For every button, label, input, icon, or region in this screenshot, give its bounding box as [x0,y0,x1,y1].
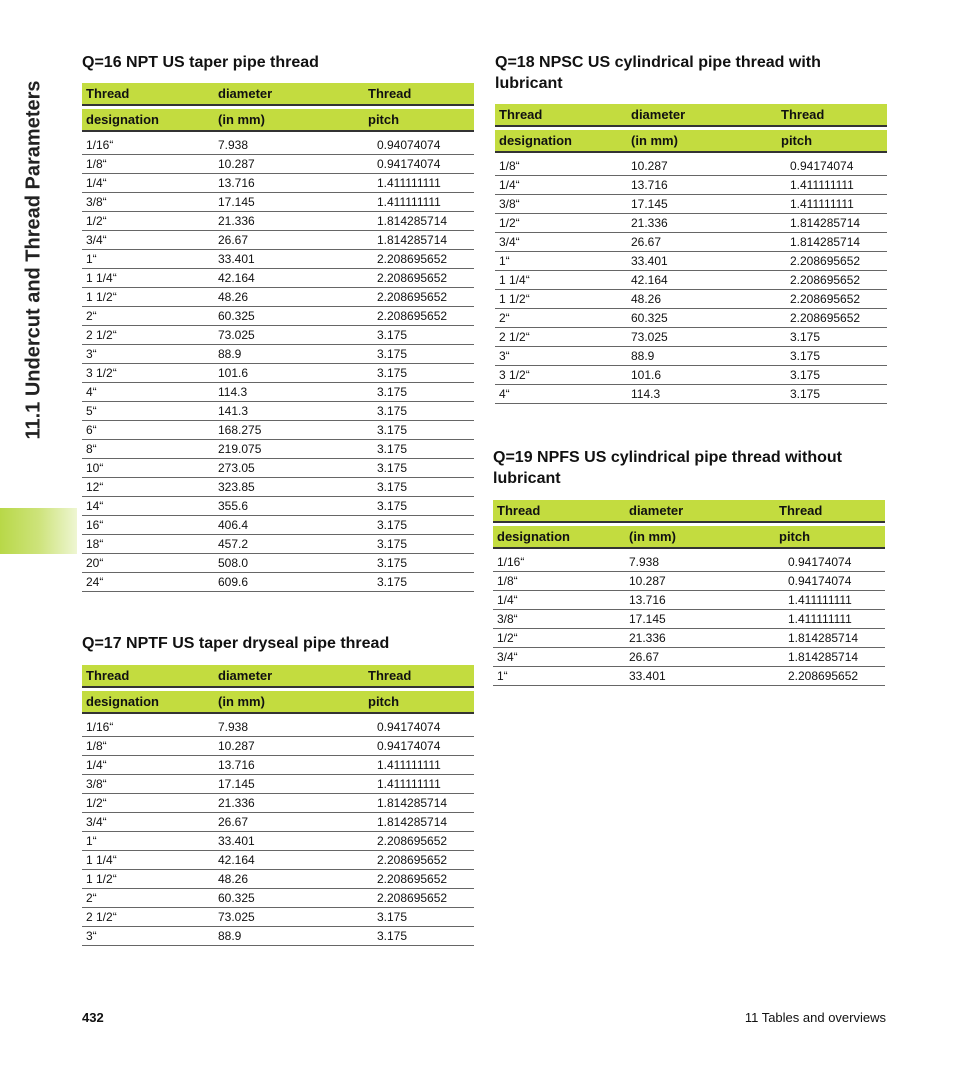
diameter-cell: 88.9 [218,929,242,943]
table-row [493,629,885,648]
thread-designation-cell: 1/4“ [86,176,107,190]
thread-designation-cell: 1/8“ [86,739,107,753]
pitch-cell: 3.175 [377,347,408,361]
diameter-cell: 10.287 [631,159,668,173]
pitch-cell: 3.175 [790,368,821,382]
pitch-cell: 0.94174074 [377,720,441,734]
diameter-cell: 13.716 [218,176,255,190]
thread-designation-cell: 1 1/4“ [86,271,117,285]
thread-designation-cell: 1/4“ [86,758,107,772]
table-section-q19 [493,447,885,686]
table-row [493,572,885,591]
thread-designation-cell: 20“ [86,556,104,570]
pitch-cell: 2.208695652 [377,853,448,867]
diameter-cell: 33.401 [631,254,668,268]
table-header-row [82,83,474,106]
pitch-cell: 2.208695652 [377,872,448,886]
diameter-cell: 114.3 [631,387,661,401]
diameter-cell: 406.4 [218,518,249,532]
thread-designation-cell: 1/4“ [499,178,520,192]
diameter-cell: 17.145 [218,195,255,209]
diameter-cell: 17.145 [631,197,668,211]
section-title: Q=17 NPTF US taper dryseal pipe thread [82,635,390,652]
thread-designation-cell: 18“ [86,537,104,551]
table-row [82,288,474,307]
table-row [493,610,885,629]
diameter-cell: 355.6 [218,499,249,513]
pitch-cell: 1.411111111 [377,777,441,791]
table-row [495,214,887,233]
table-row [82,554,474,573]
diameter-cell: 114.3 [218,385,248,399]
column-header: designation [86,694,159,709]
thread-designation-cell: 3“ [86,929,97,943]
table-row [82,851,474,870]
pitch-cell: 2.208695652 [377,834,448,848]
pitch-cell: 1.814285714 [788,650,859,664]
column-header: pitch [368,112,400,127]
table-row [495,233,887,252]
thread-designation-cell: 8“ [86,442,97,456]
pitch-cell: 3.175 [377,385,408,399]
thread-designation-cell: 6“ [86,423,97,437]
pitch-cell: 3.175 [377,499,408,513]
pitch-cell: 2.208695652 [788,669,859,683]
section-title: Q=18 NPSC US cylindrical pipe thread with lubricant [495,54,821,92]
thread-designation-cell: 2 1/2“ [86,328,117,342]
table-row [82,440,474,459]
table-row [82,307,474,326]
diameter-cell: 101.6 [631,368,662,382]
diameter-cell: 141.3 [218,404,249,418]
column-header: pitch [779,529,811,544]
thread-designation-cell: 3 1/2“ [499,368,530,382]
diameter-cell: 48.26 [218,872,249,886]
table-row [82,794,474,813]
pitch-cell: 1.814285714 [377,233,448,247]
thread-designation-cell: 1/2“ [499,216,520,230]
thread-designation-cell: 4“ [86,385,97,399]
thread-designation-cell: 1 1/2“ [86,872,117,886]
pitch-cell: 1.814285714 [790,235,861,249]
diameter-cell: 73.025 [218,910,255,924]
diameter-cell: 21.336 [629,631,666,645]
table-row [495,176,887,195]
pitch-cell: 1.814285714 [377,815,448,829]
diameter-cell: 48.26 [631,292,662,306]
pitch-cell: 3.175 [377,929,408,943]
table-row [82,832,474,851]
pitch-cell: 3.175 [377,518,408,532]
thread-designation-cell: 3/8“ [86,195,107,209]
table-row [82,775,474,794]
pitch-cell: 2.208695652 [377,271,448,285]
pitch-cell: 2.208695652 [377,309,448,323]
column-header: pitch [781,133,813,148]
table-row [82,250,474,269]
pitch-cell: 1.814285714 [788,631,859,645]
column-header: Thread [779,503,823,518]
pitch-cell: 2.208695652 [790,254,861,268]
table-row [495,271,887,290]
thread-designation-cell: 1 1/2“ [499,292,530,306]
diameter-cell: 73.025 [631,330,668,344]
thread-designation-cell: 3/4“ [499,235,520,249]
pitch-cell: 3.175 [377,480,408,494]
diameter-cell: 457.2 [218,537,249,551]
thread-designation-cell: 1“ [86,252,97,266]
column-header: diameter [218,668,273,683]
pitch-cell: 2.208695652 [790,273,861,287]
table-row [495,252,887,271]
pitch-cell: 1.814285714 [377,796,448,810]
diameter-cell: 17.145 [218,777,255,791]
diameter-cell: 10.287 [218,739,255,753]
table-row [82,813,474,832]
diameter-cell: 10.287 [629,574,666,588]
chapter-tab-marker [0,508,77,554]
thread-designation-cell: 1/2“ [497,631,518,645]
diameter-cell: 60.325 [218,309,255,323]
diameter-cell: 60.325 [631,311,668,325]
thread-designation-cell: 2“ [86,309,97,323]
table-row [82,269,474,288]
diameter-cell: 10.287 [218,157,255,171]
thread-designation-cell: 1/16“ [86,138,114,152]
thread-table [493,500,885,686]
pitch-cell: 0.94174074 [377,739,441,753]
table-row [82,535,474,554]
column-header: (in mm) [629,529,676,544]
table-row [495,309,887,328]
table-row [82,345,474,364]
column-header: Thread [86,668,130,683]
diameter-cell: 26.67 [218,815,249,829]
thread-designation-cell: 1/16“ [86,720,114,734]
thread-designation-cell: 5“ [86,404,97,418]
column-header: Thread [368,668,412,683]
table-row [495,157,887,176]
thread-designation-cell: 3/4“ [86,233,107,247]
column-header: diameter [629,503,684,518]
pitch-cell: 2.208695652 [377,252,448,266]
pitch-cell: 3.175 [790,330,821,344]
section-title: Q=19 NPFS US cylindrical pipe thread without lubricant [493,449,842,487]
pitch-cell: 3.175 [377,404,408,418]
diameter-cell: 13.716 [631,178,668,192]
diameter-cell: 219.075 [218,442,262,456]
thread-designation-cell: 10“ [86,461,104,475]
diameter-cell: 73.025 [218,328,255,342]
pitch-cell: 3.175 [377,328,408,342]
table-header-row [493,526,885,549]
column-header: Thread [497,503,541,518]
column-header: diameter [218,86,273,101]
table-header-row [493,500,885,523]
thread-designation-cell: 3/8“ [499,197,520,211]
diameter-cell: 88.9 [631,349,655,363]
table-row [495,290,887,309]
column-header: Thread [499,107,543,122]
table-row [82,573,474,592]
diameter-cell: 42.164 [218,853,255,867]
thread-designation-cell: 1/4“ [497,593,518,607]
table-row [82,459,474,478]
footer-chapter-title: 11 Tables and overviews [744,1010,886,1025]
table-header-row [495,130,887,153]
column-header: diameter [631,107,686,122]
thread-designation-cell: 2“ [86,891,97,905]
diameter-cell: 21.336 [218,214,255,228]
thread-designation-cell: 3/4“ [86,815,107,829]
pitch-cell: 3.175 [377,910,408,924]
column-header: designation [497,529,570,544]
thread-designation-cell: 1“ [86,834,97,848]
diameter-cell: 26.67 [629,650,660,664]
column-header: designation [499,133,572,148]
diameter-cell: 17.145 [629,612,666,626]
diameter-cell: 33.401 [218,252,255,266]
table-row [82,212,474,231]
thread-designation-cell: 1“ [497,669,508,683]
table-row [82,756,474,775]
diameter-cell: 508.0 [218,556,249,570]
table-header-row [82,109,474,132]
thread-designation-cell: 3 1/2“ [86,366,117,380]
thread-designation-cell: 1/2“ [86,796,107,810]
table-row [82,870,474,889]
thread-designation-cell: 3“ [499,349,510,363]
table-row [82,155,474,174]
pitch-cell: 1.411111111 [377,176,441,190]
table-body [82,718,474,946]
diameter-cell: 323.85 [218,480,255,494]
column-header: Thread [781,107,825,122]
column-header: (in mm) [218,112,265,127]
column-header: Thread [86,86,130,101]
pitch-cell: 1.411111111 [790,178,854,192]
thread-designation-cell: 3/8“ [86,777,107,791]
pitch-cell: 0.94174074 [788,574,852,588]
thread-designation-cell: 1/8“ [499,159,520,173]
pitch-cell: 1.411111111 [788,593,852,607]
thread-designation-cell: 1/2“ [86,214,107,228]
table-row [493,667,885,686]
thread-designation-cell: 4“ [499,387,510,401]
table-section-q18 [495,52,887,404]
diameter-cell: 33.401 [629,669,666,683]
pitch-cell: 1.411111111 [377,195,441,209]
diameter-cell: 13.716 [629,593,666,607]
thread-designation-cell: 24“ [86,575,104,589]
chapter-side-title-text: 11.1 Undercut and Thread Parameters [22,80,45,440]
pitch-cell: 3.175 [790,349,821,363]
thread-designation-cell: 1/8“ [86,157,107,171]
table-row [495,385,887,404]
thread-designation-cell: 12“ [86,480,104,494]
table-header-row [495,104,887,127]
table-row [82,927,474,946]
table-row [82,497,474,516]
thread-designation-cell: 14“ [86,499,104,513]
diameter-cell: 101.6 [218,366,249,380]
table-row [82,478,474,497]
table-row [82,383,474,402]
table-header-row [82,665,474,688]
pitch-cell: 3.175 [377,442,408,456]
pitch-cell: 3.175 [377,575,408,589]
table-row [495,366,887,385]
pitch-cell: 1.814285714 [377,214,448,228]
table-row [495,328,887,347]
thread-designation-cell: 3“ [86,347,97,361]
diameter-cell: 88.9 [218,347,242,361]
table-row [493,553,885,572]
diameter-cell: 168.275 [218,423,262,437]
thread-designation-cell: 1 1/2“ [86,290,117,304]
pitch-cell: 0.94074074 [377,138,441,152]
table-row [82,908,474,927]
pitch-cell: 1.411111111 [377,758,441,772]
pitch-cell: 3.175 [377,366,408,380]
diameter-cell: 21.336 [218,796,255,810]
diameter-cell: 26.67 [631,235,662,249]
diameter-cell: 60.325 [218,891,255,905]
diameter-cell: 273.05 [218,461,255,475]
diameter-cell: 7.938 [218,720,249,734]
pitch-cell: 3.175 [790,387,821,401]
thread-designation-cell: 1/8“ [497,574,518,588]
thread-table [495,104,887,404]
table-row [495,347,887,366]
table-row [82,193,474,212]
pitch-cell: 0.94174074 [788,555,852,569]
table-row [82,174,474,193]
pitch-cell: 2.208695652 [790,311,861,325]
thread-designation-cell: 2 1/2“ [86,910,117,924]
table-row [82,326,474,345]
diameter-cell: 609.6 [218,575,249,589]
table-row [82,231,474,250]
table-row [82,364,474,383]
thread-designation-cell: 1 1/4“ [86,853,117,867]
diameter-cell: 42.164 [631,273,668,287]
thread-designation-cell: 1/16“ [497,555,525,569]
table-row [82,718,474,737]
table-row [82,421,474,440]
pitch-cell: 3.175 [377,537,408,551]
thread-table [82,665,474,946]
pitch-cell: 1.814285714 [790,216,861,230]
diameter-cell: 7.938 [218,138,249,152]
table-body [82,136,474,592]
table-header-row [82,691,474,714]
table-row [82,516,474,535]
table-section-q17 [82,633,474,946]
column-header: (in mm) [631,133,678,148]
column-header: Thread [368,86,412,101]
table-row [495,195,887,214]
diameter-cell: 48.26 [218,290,249,304]
pitch-cell: 3.175 [377,556,408,570]
diameter-cell: 7.938 [629,555,660,569]
thread-table [82,83,474,592]
thread-designation-cell: 3/8“ [497,612,518,626]
page-number: 432 [82,1010,104,1025]
thread-designation-cell: 1“ [499,254,510,268]
column-header: pitch [368,694,400,709]
table-row [82,402,474,421]
thread-designation-cell: 16“ [86,518,104,532]
thread-designation-cell: 2 1/2“ [499,330,530,344]
diameter-cell: 33.401 [218,834,255,848]
pitch-cell: 3.175 [377,461,408,475]
column-header: (in mm) [218,694,265,709]
diameter-cell: 21.336 [631,216,668,230]
diameter-cell: 13.716 [218,758,255,772]
column-header: designation [86,112,159,127]
table-section-q16 [82,52,474,592]
pitch-cell: 2.208695652 [377,290,448,304]
chapter-side-title [14,60,54,460]
thread-designation-cell: 3/4“ [497,650,518,664]
pitch-cell: 0.94174074 [790,159,854,173]
diameter-cell: 26.67 [218,233,249,247]
pitch-cell: 0.94174074 [377,157,441,171]
thread-designation-cell: 2“ [499,311,510,325]
table-body [495,157,887,404]
table-row [493,648,885,667]
table-body [493,553,885,686]
pitch-cell: 3.175 [377,423,408,437]
diameter-cell: 42.164 [218,271,255,285]
table-row [82,889,474,908]
table-row [82,136,474,155]
table-row [82,737,474,756]
pitch-cell: 1.411111111 [790,197,854,211]
section-title: Q=16 NPT US taper pipe thread [82,54,319,71]
thread-designation-cell: 1 1/4“ [499,273,530,287]
pitch-cell: 2.208695652 [790,292,861,306]
table-row [493,591,885,610]
pitch-cell: 1.411111111 [788,612,852,626]
pitch-cell: 2.208695652 [377,891,448,905]
